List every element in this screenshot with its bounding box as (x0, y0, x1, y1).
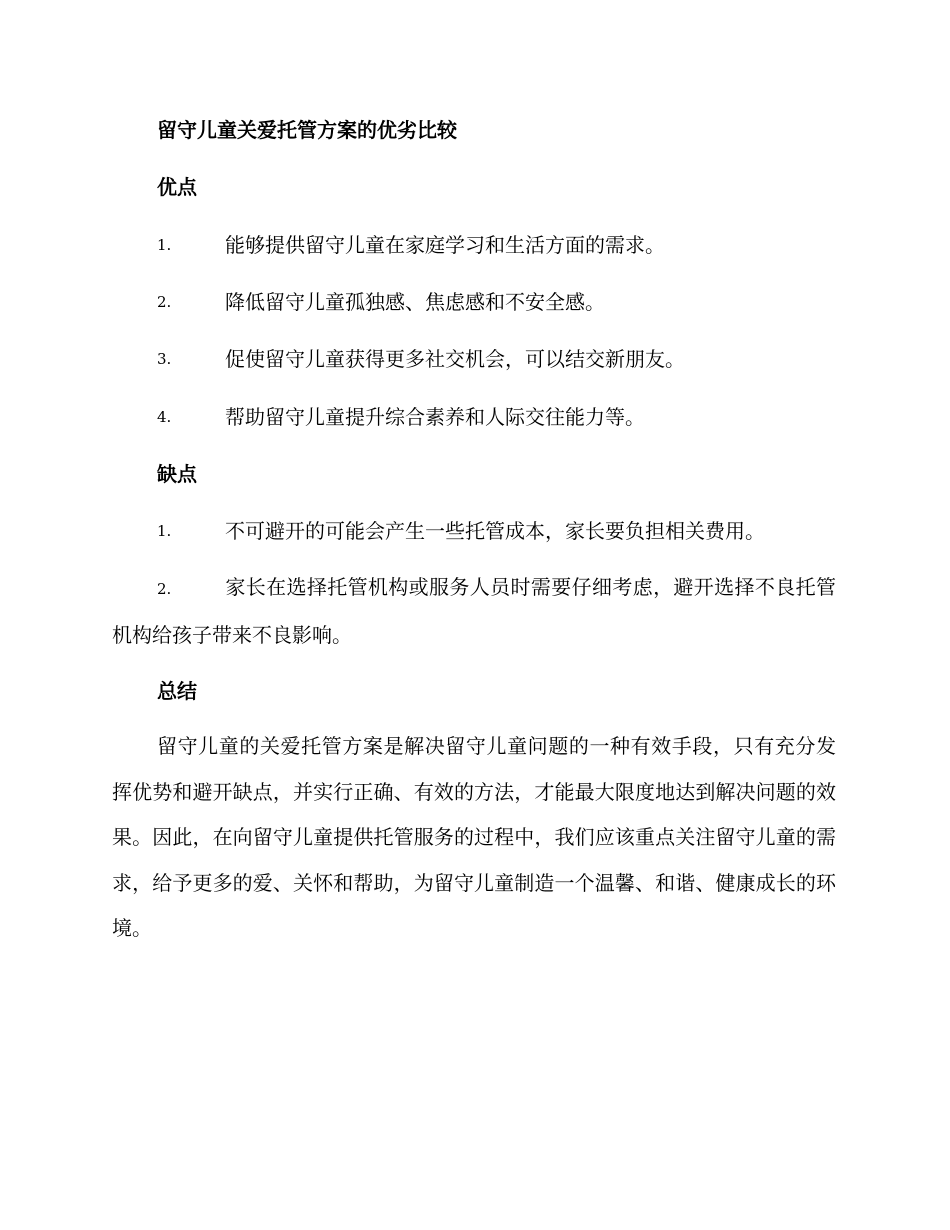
pros-heading: 优点 (157, 175, 197, 199)
pros-item-2 (157, 286, 605, 318)
pros-item-4 (157, 401, 645, 433)
pros-item-number: 1. (157, 236, 172, 254)
cons-item-text: 不可避开的可能会产生一些托管成本，家长要负担相关费用。 (225, 519, 765, 543)
cons-item-number: 1. (157, 522, 172, 540)
summary-heading: 总结 (157, 679, 197, 703)
summary-paragraph: 留守儿童的关爱托管方案是解决留守儿童问题的一种有效手段，只有充分发挥优势和避开缺点，并实行正确、有效的方法，才能最大限度地达到解决问题的效果。因此，在向留守儿童提供托管服务的过程中，我们应该重点关注留守儿童的需求，给予更多的爱、关怀和帮助，为留守儿童制造一个温馨、和谐、健康成长的环境。 (112, 734, 836, 940)
pros-item-1 (157, 229, 665, 261)
document-title: 留守儿童关爱托管方案的优劣比较 (157, 118, 457, 142)
cons-item-1 (157, 515, 765, 547)
cons-item-number: 2. (157, 580, 172, 598)
cons-heading: 缺点 (157, 462, 197, 486)
pros-item-text: 帮助留守儿童提升综合素养和人际交往能力等。 (225, 405, 645, 429)
pros-item-text: 能够提供留守儿童在家庭学习和生活方面的需求。 (225, 233, 665, 257)
pros-item-number: 2. (157, 293, 172, 311)
pros-item-number: 3. (157, 350, 172, 368)
pros-item-number: 4. (157, 408, 172, 426)
pros-item-3 (157, 343, 685, 375)
pros-item-text: 促使留守儿童获得更多社交机会，可以结交新朋友。 (225, 347, 685, 371)
cons-item-text: 家长在选择托管机构或服务人员时需要仔细考虑，避开选择不良托管机构给孩子带来不良影响。 (112, 575, 836, 647)
pros-item-text: 降低留守儿童孤独感、焦虑感和不安全感。 (225, 290, 605, 314)
cons-item-2 (112, 564, 836, 658)
